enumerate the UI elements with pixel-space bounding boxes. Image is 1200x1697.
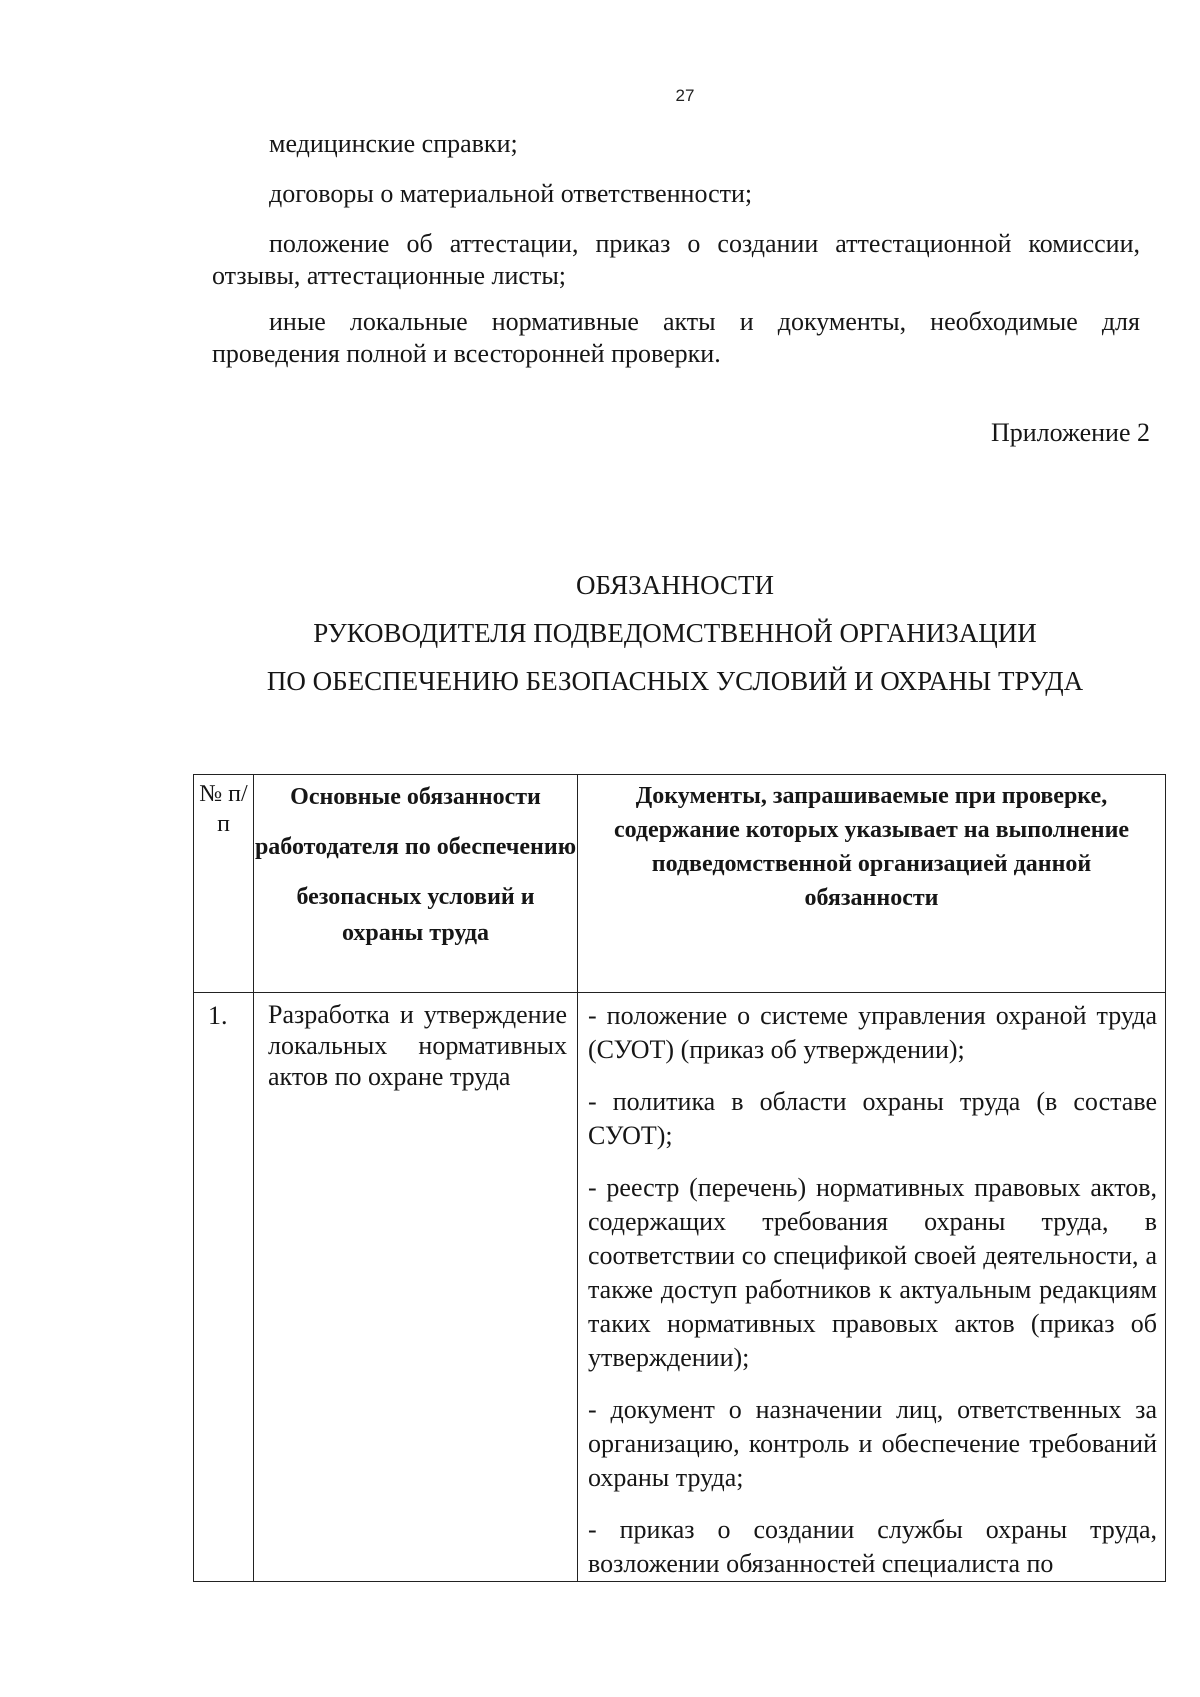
document-item: - положение о системе управления охраной труда (СУОТ) (приказ об утверждении); [588,1001,1157,1064]
document-item: - реестр (перечень) нормативных правовых актов, содержащих требования охраны труда, в соответствии со спецификой своей деятельности, а также доступ работников к актуальным редакциям таких нормативных правовых актов (приказ об утверждении); [588,1173,1157,1372]
list-paragraph: медицинские справки; [269,129,518,158]
document-item: - документ о назначении лиц, ответственных за организацию, контроль и обеспечение требований охраны труда; [588,1395,1157,1492]
row-documents [578,993,1166,1582]
list-paragraph: договоры о материальной ответственности; [269,179,753,208]
appendix-label: Приложение 2 [990,418,1150,447]
table-header-row [194,775,1166,993]
document-title-line-3: ПО ОБЕСПЕЧЕНИЮ БЕЗОПАСНЫХ УСЛОВИЙ И ОХРАНЫ ТРУДА [266,666,1084,696]
header-duty-line: работодателя по обеспечению [254,834,577,860]
list-paragraph: иные локальные нормативные акты и документы, необходимые для проведения полной и всесторонней проверки. [212,307,1140,368]
header-duty-line: безопасных условий и охраны труда [296,884,535,946]
row-duty: Разработка и утверждение локальных нормативных актов по охране труда [254,993,578,1582]
header-duty-line: Основные обязанности [290,784,541,810]
list-paragraph: положение об аттестации, приказ о создании аттестационной комиссии, отзывы, аттестационные листы; [212,229,1140,290]
duties-table [193,774,1166,1582]
header-duty [254,775,578,993]
row-number: 1. [194,993,254,1582]
document-title-line-2: РУКОВОДИТЕЛЯ ПОДВЕДОМСТВЕННОЙ ОРГАНИЗАЦИИ [313,618,1037,648]
page-number: 27 [675,86,695,105]
document-item: - приказ о создании службы охраны труда, возложении обязанностей специалиста по [588,1515,1157,1578]
header-number: № п/п [194,775,254,993]
table-row [194,993,1166,1582]
document-title-line-1: ОБЯЗАННОСТИ [576,570,774,600]
document-item: - политика в области охраны труда (в составе СУОТ); [588,1087,1157,1150]
header-documents: Документы, запрашиваемые при проверке, содержание которых указывает на выполнение подведомственной организацией данной обязанности [578,775,1166,993]
